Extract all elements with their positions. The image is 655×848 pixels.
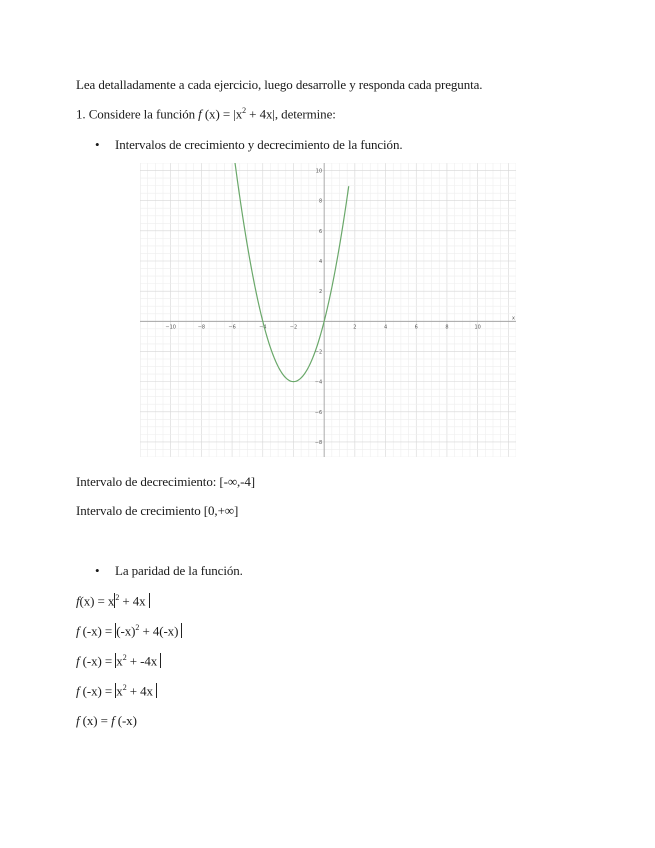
parity-line-4 bbox=[76, 683, 157, 699]
instructions-text: Lea detalladamente a cada ejercicio, luego desarrolle y responda cada pregunta. bbox=[76, 77, 483, 92]
parity-expr: (-x) bbox=[116, 623, 136, 639]
bullet-marker-2 bbox=[95, 563, 100, 579]
y-tick-label: −6 bbox=[314, 409, 323, 416]
x-axis-label: x bbox=[512, 315, 515, 322]
increasing-interval: Intervalo de crecimiento [0,+∞] bbox=[76, 503, 239, 518]
parity-expr: (-x) bbox=[114, 713, 137, 728]
parity-f: f bbox=[76, 653, 80, 669]
parity-expr: + -4x bbox=[126, 653, 161, 669]
parity-expr: (x) = x bbox=[79, 593, 115, 609]
abs-bar-right bbox=[160, 653, 161, 668]
x-tick-label: −4 bbox=[259, 324, 267, 331]
parity-f: f bbox=[76, 623, 80, 639]
bullet-intervals: Intervalos de crecimiento y decrecimiento de la función. bbox=[115, 137, 403, 152]
parity-expr: (-x) = bbox=[79, 653, 116, 669]
abs-bar-right bbox=[156, 683, 157, 698]
x-tick-label: −2 bbox=[289, 324, 298, 331]
x-tick-label: 10 bbox=[474, 324, 481, 331]
parity-f: f bbox=[76, 713, 80, 728]
y-tick-label: 6 bbox=[318, 228, 323, 235]
x-tick-label: −10 bbox=[165, 324, 176, 331]
function-graph bbox=[140, 163, 516, 457]
x-tick-label: 4 bbox=[383, 324, 388, 331]
bullet-marker-1 bbox=[95, 137, 100, 153]
x-tick-label: −6 bbox=[228, 324, 236, 331]
parity-exponent: 2 bbox=[115, 593, 120, 602]
parity-expr: + 4(-x) bbox=[139, 623, 182, 639]
x-tick-label: 8 bbox=[445, 324, 449, 331]
parity-line-3 bbox=[76, 653, 161, 669]
parity-expr: x bbox=[116, 683, 123, 699]
y-tick-label: −8 bbox=[314, 439, 323, 446]
parity-expr: x bbox=[116, 653, 123, 669]
parity-expr: (-x) = bbox=[79, 623, 116, 639]
y-tick-label: −4 bbox=[314, 379, 323, 386]
parity-exponent: 2 bbox=[135, 623, 140, 632]
function-exponent: 2 bbox=[242, 106, 247, 115]
parity-line-2 bbox=[76, 623, 182, 639]
parity-expr: (x) = bbox=[79, 713, 112, 728]
function-name: f bbox=[198, 106, 202, 122]
function-tail: + 4x|, determine: bbox=[246, 106, 336, 122]
parity-expr: (-x) = bbox=[79, 683, 116, 699]
y-tick-label: 10 bbox=[315, 168, 323, 175]
x-tick-label: 2 bbox=[353, 324, 357, 331]
y-tick-label: −2 bbox=[314, 349, 323, 356]
parity-f: f bbox=[111, 713, 115, 728]
graph-background bbox=[140, 163, 516, 457]
question-1-prefix: 1. Considere la función bbox=[76, 106, 199, 122]
bullet-parity: La paridad de la función. bbox=[115, 563, 243, 578]
parity-line-5 bbox=[76, 713, 137, 729]
parity-f: f bbox=[76, 593, 80, 609]
question-1 bbox=[76, 106, 336, 122]
parity-exponent: 2 bbox=[122, 653, 127, 662]
x-tick-label: 6 bbox=[414, 324, 418, 331]
parity-exponent: 2 bbox=[122, 683, 127, 692]
abs-bar-right bbox=[181, 623, 182, 638]
parity-line-1 bbox=[76, 593, 150, 609]
parity-expr: + 4x bbox=[126, 683, 157, 699]
decreasing-interval: Intervalo de decrecimiento: [-∞,-4] bbox=[76, 474, 256, 489]
x-tick-label: −8 bbox=[197, 324, 206, 331]
parity-expr: + 4x bbox=[119, 593, 149, 609]
y-tick-label: 8 bbox=[318, 198, 323, 205]
y-tick-label: 4 bbox=[318, 259, 323, 265]
y-tick-label: 2 bbox=[318, 289, 323, 296]
function-arg: (x) = |x bbox=[201, 106, 243, 122]
abs-bar-right bbox=[149, 593, 150, 608]
parity-f: f bbox=[76, 683, 80, 699]
